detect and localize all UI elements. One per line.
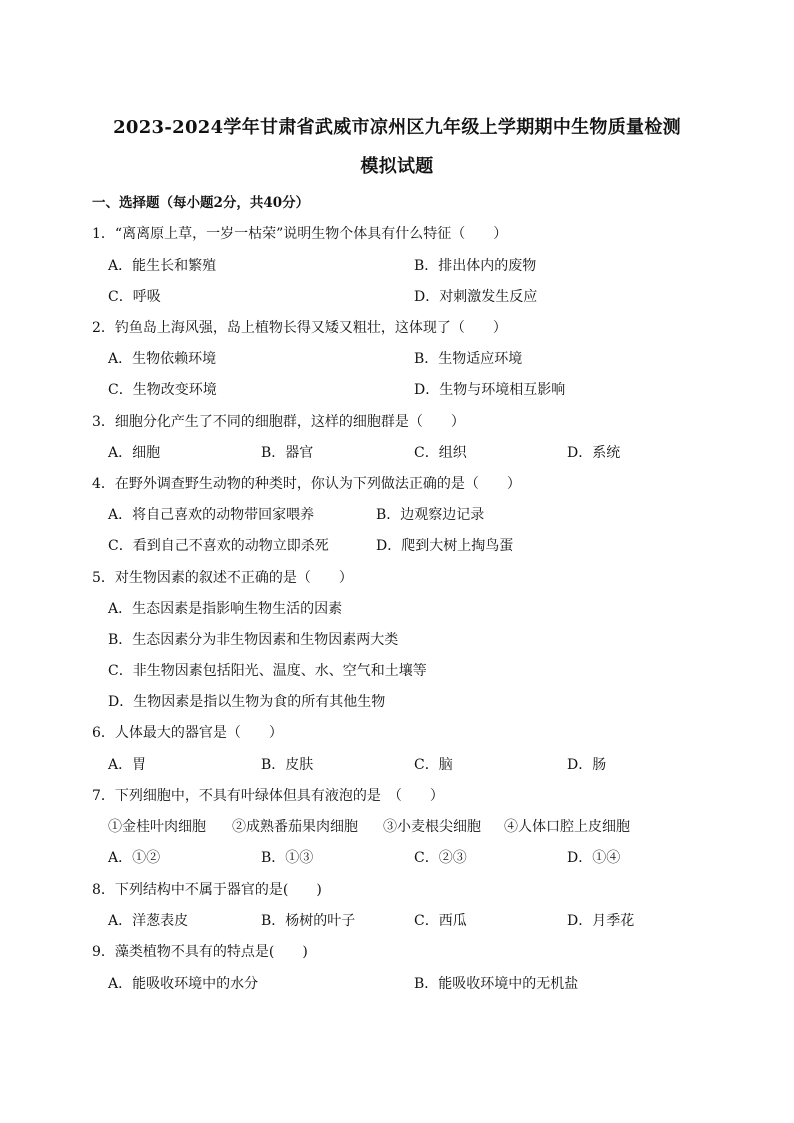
question-3-option-a: A．细胞 xyxy=(108,445,161,461)
question-2-stem: 2．钓鱼岛上海风强，岛上植物长得又矮又粗壮，这体现了（ ） xyxy=(92,320,507,336)
question-8-option-c: C．西瓜 xyxy=(414,913,467,929)
question-8-option-a: A．洋葱表皮 xyxy=(108,913,189,929)
question-5-option-a: A．生态因素是指影响生物生活的因素 xyxy=(108,601,343,617)
document-title: 2023-2024学年甘肃省武威市凉州区九年级上学期期中生物质量检测 xyxy=(113,117,681,138)
question-2-option-c: C．生物改变环境 xyxy=(108,382,217,398)
question-3-stem: 3．细胞分化产生了不同的细胞群，这样的细胞群是（ ） xyxy=(92,414,465,430)
question-7-option-a: A．①② xyxy=(108,850,161,866)
question-5-stem: 5．对生物因素的叙述不正确的是（ ） xyxy=(92,570,353,586)
question-4-option-b: B．边观察边记录 xyxy=(376,507,485,523)
question-6-option-d: D．肠 xyxy=(567,757,607,773)
question-7-option-c: C．②③ xyxy=(414,850,467,866)
question-1-stem: 1．“离离原上草，一岁一枯荣”说明生物个体具有什么特征（ ） xyxy=(92,226,508,242)
question-9-option-b: B．能吸收环境中的无机盐 xyxy=(414,976,579,992)
question-1-option-d: D．对刺激发生反应 xyxy=(414,289,538,305)
question-8-stem: 8．下列结构中不属于器官的是( ) xyxy=(92,882,322,898)
question-4-option-d: D．爬到大树上掏鸟蛋 xyxy=(376,538,514,554)
question-7-item-4: ④人体口腔上皮细胞 xyxy=(504,819,630,835)
question-7-option-b: B．①③ xyxy=(261,850,314,866)
question-2-option-a: A．生物依赖环境 xyxy=(108,351,217,367)
question-6-option-c: C．脑 xyxy=(414,757,453,773)
question-2-option-b: B．生物适应环境 xyxy=(414,351,523,367)
question-5-option-d: D．生物因素是指以生物为食的所有其他生物 xyxy=(108,694,386,710)
question-7-option-d: D．①④ xyxy=(567,850,621,866)
question-5-option-b: B．生态因素分为非生物因素和生物因素两大类 xyxy=(108,632,399,648)
question-6-option-b: B．皮肤 xyxy=(261,757,314,773)
question-4-stem: 4．在野外调查野生动物的种类时，你认为下列做法正确的是（ ） xyxy=(92,476,521,492)
question-9-stem: 9．藻类植物不具有的特点是( ) xyxy=(92,944,308,960)
document-subtitle: 模拟试题 xyxy=(360,156,434,177)
question-7-item-2: ②成熟番茄果肉细胞 xyxy=(232,819,358,835)
question-7-item-3: ③小麦根尖细胞 xyxy=(383,819,481,835)
question-1-option-b: B．排出体内的废物 xyxy=(414,258,537,274)
question-3-option-b: B．器官 xyxy=(261,445,314,461)
question-1-option-a: A．能生长和繁殖 xyxy=(108,258,217,274)
question-9-option-a: A．能吸收环境中的水分 xyxy=(108,976,259,992)
question-6-stem: 6．人体最大的器官是（ ） xyxy=(92,725,283,741)
question-4-option-c: C．看到自己不喜欢的动物立即杀死 xyxy=(108,538,329,554)
question-1-option-c: C．呼吸 xyxy=(108,289,161,305)
question-5-option-c: C．非生物因素包括阳光、温度、水、空气和土壤等 xyxy=(108,663,427,679)
question-8-option-d: D．月季花 xyxy=(567,913,635,929)
question-6-option-a: A．胃 xyxy=(108,757,147,773)
section-heading: 一、选择题（每小题2分，共40分） xyxy=(92,195,310,211)
question-7-item-1: ①金桂叶肉细胞 xyxy=(108,819,206,835)
question-7-stem: 7．下列细胞中，不具有叶绿体但具有液泡的是 （ ） xyxy=(92,788,444,804)
question-4-option-a: A．将自己喜欢的动物带回家喂养 xyxy=(108,507,315,523)
question-3-option-d: D．系统 xyxy=(567,445,621,461)
question-2-option-d: D．生物与环境相互影响 xyxy=(414,382,566,398)
question-8-option-b: B．杨树的叶子 xyxy=(261,913,356,929)
question-3-option-c: C．组织 xyxy=(414,445,467,461)
